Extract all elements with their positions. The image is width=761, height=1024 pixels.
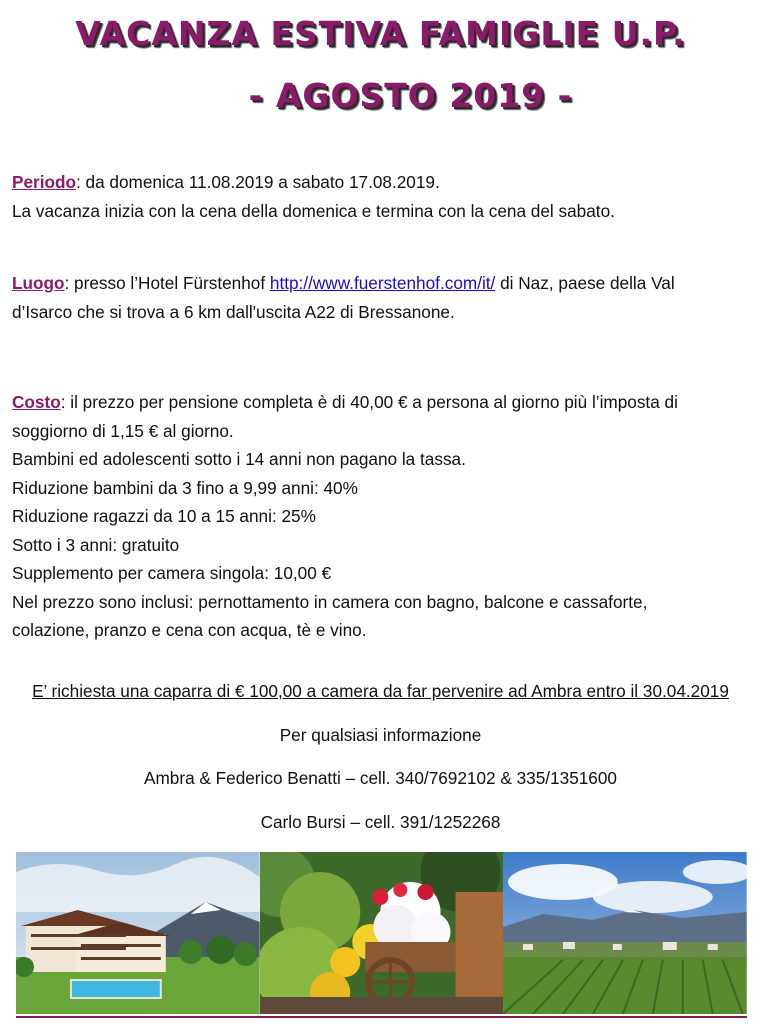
costo-line: colazione, pranzo e cena con acqua, tè e vino. xyxy=(12,620,367,640)
valley-photo xyxy=(503,852,747,1014)
deposit-notice: E’ richiesta una caparra di € 100,00 a camera da far pervenire ad Ambra entro il 30.04.2019 xyxy=(32,681,729,701)
periodo-line-2: La vacanza inizia con la cena della domenica e termina con la cena del sabato. xyxy=(12,200,615,221)
title-line-2: - AGOSTO 2019 - xyxy=(248,76,573,115)
costo-line: Bambini ed adolescenti sotto i 14 anni non pagano la tassa. xyxy=(12,449,466,469)
section-costo xyxy=(12,388,752,645)
costo-line: Supplemento per camera singola: 10,00 € xyxy=(12,563,332,583)
bottom-rule xyxy=(16,1016,747,1018)
luogo-label: Luogo xyxy=(12,273,65,293)
costo-line-1 xyxy=(12,388,752,417)
periodo-label: Periodo xyxy=(12,172,76,192)
costo-line: Riduzione ragazzi da 10 a 15 anni: 25% xyxy=(12,506,316,526)
costo-label: Costo xyxy=(12,392,61,412)
periodo-line-1 xyxy=(12,168,752,197)
costo-line: Sotto i 3 anni: gratuito xyxy=(12,534,180,555)
title-line-1: VACANZA ESTIVA FAMIGLIE U.P. xyxy=(75,14,686,53)
luogo-line-1 xyxy=(12,269,752,298)
section-periodo xyxy=(12,168,752,225)
contact-bursi: Carlo Bursi – cell. 391/1252268 xyxy=(260,812,501,832)
costo-line: Nel prezzo sono inclusi: pernottamento in camera con bagno, balcone e cassaforte, xyxy=(12,591,648,612)
periodo-text: : da domenica 11.08.2019 a sabato 17.08.2019. xyxy=(75,172,440,192)
flower-cart-photo xyxy=(260,852,504,1014)
hotel-link[interactable]: http://www.fuerstenhof.com/it/ xyxy=(269,273,496,293)
costo-line: soggiorno di 1,15 € al giorno. xyxy=(12,420,234,441)
luogo-line-2: d’Isarco che si trova a 6 km dall'uscita A22 di Bressanone. xyxy=(12,301,455,322)
contact-benatti: Ambra & Federico Benatti – cell. 340/7692102 & 335/1351600 xyxy=(144,768,617,788)
photo-strip xyxy=(16,852,747,1014)
costo-line: Riduzione bambini da 3 fino a 9,99 anni: 40% xyxy=(12,477,358,498)
info-heading: Per qualsiasi informazione xyxy=(279,725,482,745)
hotel-photo xyxy=(16,852,260,1014)
section-luogo xyxy=(12,269,752,326)
luogo-text-before: : presso l’Hotel Fürstenhof xyxy=(64,273,270,293)
luogo-text-after: di Naz, paese della Val xyxy=(495,273,675,293)
costo-text: : il prezzo per pensione completa è di 40,00 € a persona al giorno più l’imposta di xyxy=(60,392,678,412)
